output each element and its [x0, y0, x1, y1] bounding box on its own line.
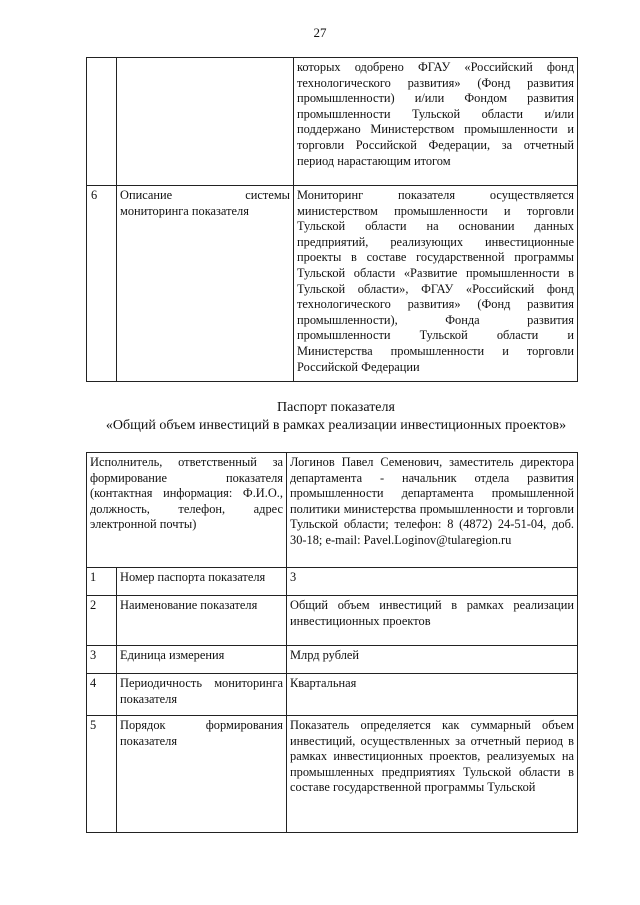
- table-row: [87, 186, 578, 382]
- row-label: Порядок формирования показателя: [117, 716, 287, 833]
- row-label: Единица измерения: [117, 646, 287, 674]
- row-label: [117, 58, 294, 186]
- row-label: Описание системы мониторинга показателя: [117, 186, 294, 382]
- table-row: [87, 568, 578, 596]
- passport-title: Паспорт показателя: [277, 400, 395, 415]
- indicator-table-continued: [86, 57, 578, 382]
- table-row: [87, 716, 578, 833]
- row-value: Мониторинг показателя осуществляется министерством промышленности и торговли Тульской области на основании данных предприятий, реализующих инвестиционные проекты в составе государственной программы Тульской области «Развитие промышленности в Тульской области», ФГАУ «Российский фонд технологического развития» (Фонд развития промышленности), Фонда развития промышленности Тульской области и Министерства промышленности и торговли Российской Федерации: [294, 186, 578, 382]
- row-number: 1: [87, 568, 117, 596]
- row-value: 3: [287, 568, 578, 596]
- row-number: 5: [87, 716, 117, 833]
- executor-label: Исполнитель, ответственный за формирование показателя (контактная информация: Ф.И.О., должность, телефон, адрес электронной почты): [87, 453, 287, 568]
- row-label: Наименование показателя: [117, 596, 287, 646]
- passport-subtitle: «Общий объем инвестиций в рамках реализации инвестиционных проектов»: [105, 418, 567, 433]
- row-label: Номер паспорта показателя: [117, 568, 287, 596]
- executor-value: Логинов Павел Семенович, заместитель директора департамента - начальник отдела развития промышленности департамента промышленной политики министерства промышленности и торговли Тульской области; телефон: 8 (4872) 24-51-04, доб. 30-18; e-mail: Pavel.Loginov@tularegion.ru: [287, 453, 578, 568]
- table-row: [87, 646, 578, 674]
- table-row: [87, 596, 578, 646]
- row-value: Показатель определяется как суммарный объем инвестиций, осуществленных за отчетный период в рамках инвестиционных проектов, реализуемых на промышленных предприятиях Тульской области в составе государственной программы Тульской: [287, 716, 578, 833]
- row-number: 4: [87, 674, 117, 716]
- row-value: которых одобрено ФГАУ «Российский фонд технологического развития» (Фонд развития промышленности) и/или Фондом развития промышленности Тульской области и/или поддержано Министерством промышленности и торговли Российской Федерации, за отчетный период нарастающим итогом: [294, 58, 578, 186]
- row-number: 3: [87, 646, 117, 674]
- passport-table: [86, 452, 578, 833]
- page-number: 27: [313, 25, 327, 40]
- row-value: Квартальная: [287, 674, 578, 716]
- row-value: Млрд рублей: [287, 646, 578, 674]
- row-value: Общий объем инвестиций в рамках реализации инвестиционных проектов: [287, 596, 578, 646]
- row-number: 2: [87, 596, 117, 646]
- table-row: [87, 58, 578, 186]
- row-number: [87, 58, 117, 186]
- row-label: Периодичность мониторинга показателя: [117, 674, 287, 716]
- row-number: 6: [87, 186, 117, 382]
- table-row: [87, 674, 578, 716]
- executor-row: [87, 453, 578, 568]
